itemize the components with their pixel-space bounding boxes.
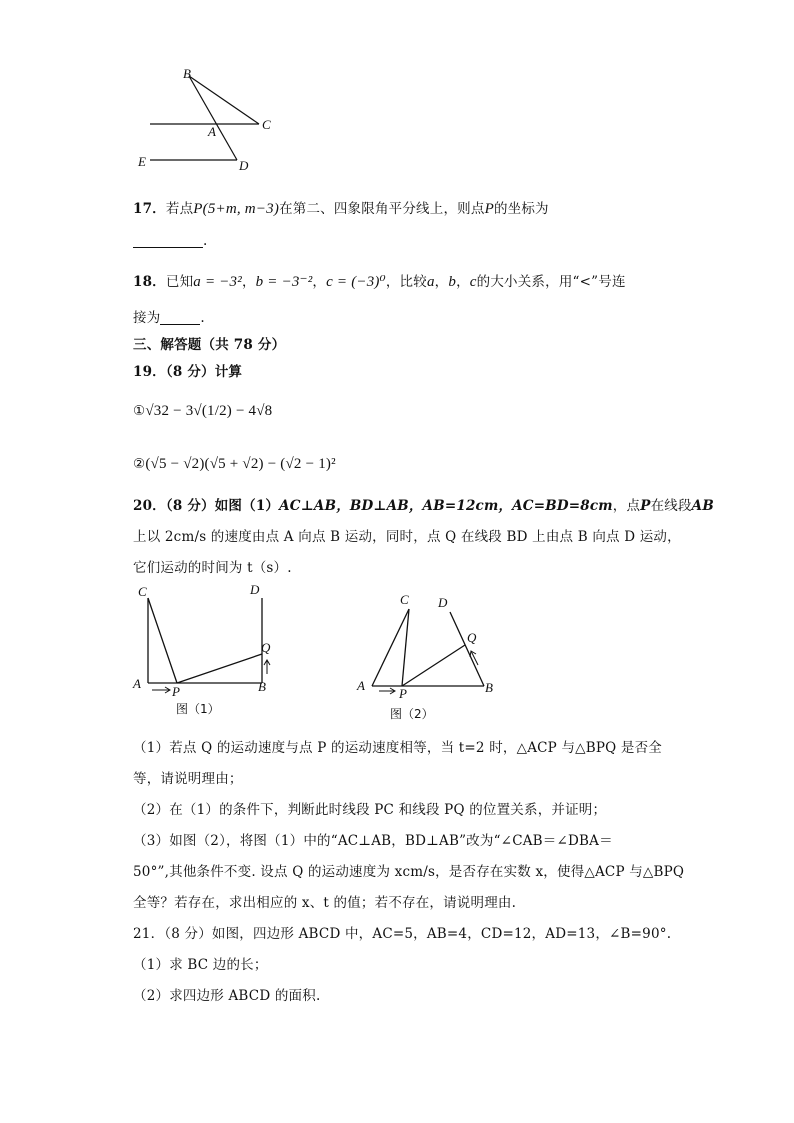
fig1-label-q: Q [261, 640, 271, 655]
q20-line1-c: ，点 [612, 498, 641, 514]
q17-line1 [133, 197, 549, 218]
fig1-label-a: A [133, 676, 141, 691]
fig1-label-b: B [258, 679, 266, 694]
section3-title: 三、解答题（共 78 分） [133, 337, 286, 353]
q17-point: P(5+m, m−3) [193, 201, 280, 217]
q18-var-a: a [426, 274, 435, 290]
figure-parallel-lines [130, 62, 290, 182]
seg2-pq [402, 645, 465, 686]
q19-item2 [133, 456, 336, 473]
figure-1 [130, 580, 280, 725]
q20-sub3-line2: 50°”,其他条件不变. 设点 Q 的运动速度为 xcm/s，是否存在实数 x，使得△ACP 与△BPQ [133, 864, 685, 880]
q18-answer-blank[interactable] [160, 310, 200, 325]
q17-period: . [203, 233, 208, 249]
fig2-label-c: C [400, 592, 409, 607]
q17-answer-blank[interactable] [133, 233, 203, 248]
line-bd [189, 76, 237, 160]
q17-point-name: P [484, 201, 494, 217]
fig1-label-c: C [138, 584, 147, 599]
label-e: E [138, 154, 146, 169]
label-d: D [239, 158, 249, 173]
q17-line2 [133, 233, 208, 249]
q18-suffix: 的大小关系，用“<”号连 [476, 274, 626, 290]
q17-end: 的坐标为 [493, 201, 549, 217]
q19-item1-mark: ① [133, 403, 146, 419]
label-c: C [262, 117, 271, 132]
q19-item1-expr: √32 − 3√(1/2) − 4√8 [145, 403, 273, 419]
q21-sub2: （2）求四边形 ABCD 的面积. [133, 988, 321, 1004]
q19-item1 [133, 403, 272, 420]
seg-pq [177, 654, 262, 683]
seg-cp [148, 598, 177, 683]
q17-suffix: 在第二、四象限角平分线上，则点 [279, 201, 485, 217]
line-bc [189, 76, 259, 124]
q20-line2: 上以 2cm/s 的速度由点 A 向点 B 运动，同时，点 Q 在线段 BD 上由点 B 向点 D 运动， [133, 529, 681, 545]
q18-line2 [133, 306, 205, 326]
q18-number: 18． [133, 274, 166, 290]
fig2-label-p: P [399, 686, 407, 701]
q18-mid: ，比较 [385, 274, 427, 290]
q19-header: 19．（8 分）计算 [133, 364, 243, 380]
fig1-caption: 图（1） [176, 702, 220, 716]
q20-sub3-line3: 全等？若存在，求出相应的 x、t 的值；若不存在，请说明理由. [133, 895, 517, 911]
fig1-label-d: D [250, 582, 260, 597]
q20-line1-a: 20．（8 分）如图（1） [133, 498, 280, 514]
seg2-bd [450, 612, 484, 686]
q20-sub3-line1: （3）如图（2），将图（1）中的“AC⊥AB，BD⊥AB”改为“∠CAB＝∠DBA＝ [133, 833, 613, 849]
q17-number: 17． [133, 201, 166, 217]
q18-prefix: 已知 [165, 274, 194, 290]
q17-prefix: 若点 [165, 201, 194, 217]
q18-period: . [200, 310, 205, 326]
q20-line1-b: AC⊥AB，BD⊥AB，AB=12cm，AC=BD=8cm [279, 498, 613, 514]
fig2-label-q: Q [467, 630, 477, 645]
q18-c-expr: c = (−3)⁰ [326, 274, 386, 290]
q20-line1-f: AB [691, 498, 714, 514]
q20-line3: 它们运动的时间为 t（s）. [133, 560, 292, 576]
q18-var-c: c [469, 274, 477, 290]
figure-2 [352, 590, 502, 725]
q20-sub1-line1: （1）若点 Q 的运动速度与点 P 的运动速度相等，当 t=2 时，△ACP 与△BPQ 是否全 [133, 740, 662, 756]
q20-line1-e: 在线段 [650, 498, 692, 514]
fig2-label-a: A [357, 678, 365, 693]
q18-line1: 18．已知a = −3²，b = −3⁻²，c = (−3)⁰，比较a，b，c的大小关系，用“<”号连 [133, 274, 626, 290]
fig1-label-p: P [172, 684, 180, 699]
q20-sub1-line2: 等，请说明理由； [133, 771, 243, 787]
fig2-label-d: D [438, 595, 448, 610]
q18-b-expr: b = −3⁻² [255, 274, 313, 290]
q19-item2-expr: (√5 − √2)(√5 + √2) − (√2 − 1)² [145, 456, 336, 472]
q20-line1 [133, 494, 714, 514]
label-b: B [183, 66, 191, 81]
q21-line1: 21．（8 分）如图，四边形 ABCD 中，AC=5，AB=4，CD=12，AD=13，∠B=90°. [133, 926, 672, 942]
q18-a-expr: a = −3² [193, 274, 242, 290]
fig2-label-b: B [485, 680, 493, 695]
fig2-caption: 图（2） [390, 707, 434, 721]
q18-var-b: b [448, 274, 457, 290]
q18-line2-text: 接为 [133, 310, 161, 326]
q21-sub1: （1）求 BC 边的长； [133, 957, 268, 973]
q20-sub2: （2）在（1）的条件下，判断此时线段 PC 和线段 PQ 的位置关系，并证明； [133, 802, 607, 818]
q19-item2-mark: ② [133, 456, 146, 472]
q20-line1-d: P [640, 498, 651, 514]
label-a: A [208, 124, 216, 139]
